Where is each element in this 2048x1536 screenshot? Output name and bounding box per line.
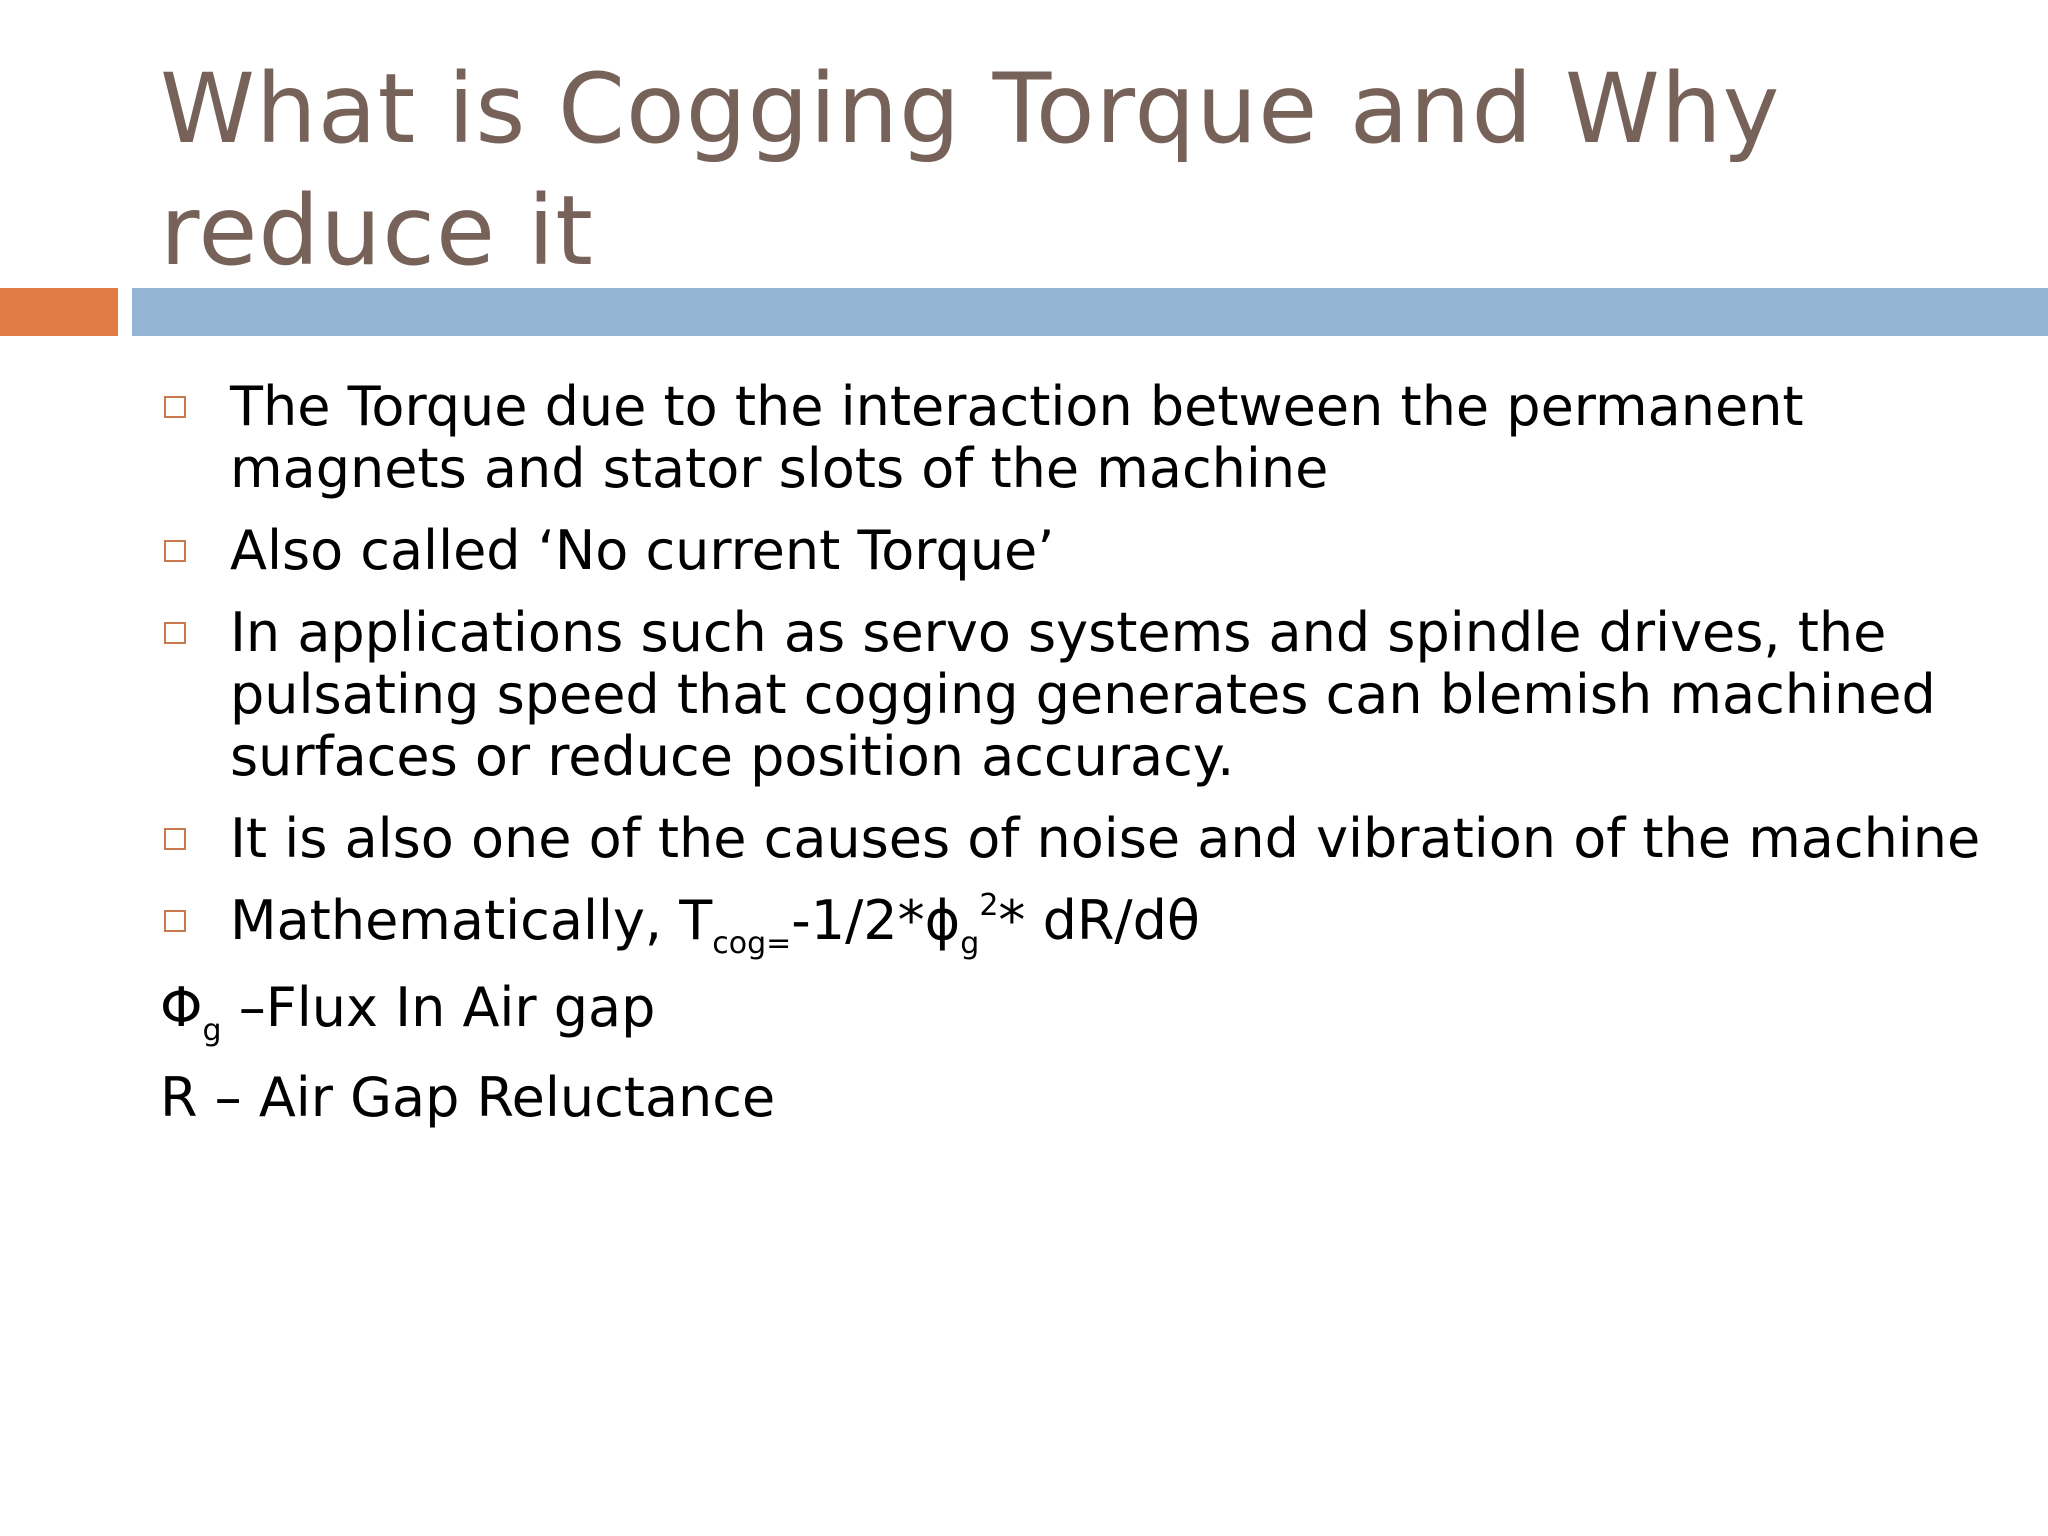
formula-subscript-cog: cog= <box>712 926 792 961</box>
formula-middle: -1/2*ϕ <box>791 889 961 952</box>
bullet-item-formula <box>160 888 2000 961</box>
flux-symbol: Φ <box>160 976 203 1039</box>
bullet-list <box>160 375 2000 961</box>
formula-superscript-2: 2 <box>979 888 999 923</box>
bullet-item-noise-vibration <box>160 808 2000 870</box>
flux-text: –Flux In Air gap <box>221 976 656 1039</box>
hollow-square-bullet-icon <box>164 828 186 850</box>
bullet-item-applications <box>160 602 2000 788</box>
slide-title-line-2: reduce it <box>160 175 594 287</box>
reluctance-definition <box>160 1064 2000 1132</box>
slide-content <box>160 376 2000 1132</box>
bullet-text: In applications such as servo systems and spindle drives, the pulsating speed that cogging generates can blemish machined surfaces or reduce position accuracy. <box>230 601 1936 788</box>
orange-accent-bar <box>0 288 118 336</box>
bullet-item-also-called <box>160 520 2000 582</box>
reluctance-text: R – Air Gap Reluctance <box>160 1066 776 1129</box>
bullet-item-torque-definition <box>160 376 2000 500</box>
flux-definition <box>160 974 2000 1048</box>
blue-accent-bar <box>132 288 2048 336</box>
formula-suffix: * dR/dθ <box>998 889 1200 952</box>
bullet-text: It is also one of the causes of noise and vibration of the machine <box>230 807 1981 870</box>
formula-prefix: Mathematically, T <box>230 889 713 952</box>
formula-subscript-g: g <box>960 926 980 961</box>
hollow-square-bullet-icon <box>164 540 186 562</box>
hollow-square-bullet-icon <box>164 910 186 932</box>
flux-subscript: g <box>202 1013 222 1048</box>
hollow-square-bullet-icon <box>164 622 186 644</box>
bullet-text: The Torque due to the interaction between the permanent magnets and stator slots of the machine <box>230 375 1804 500</box>
bullet-text: Also called ‘No current Torque’ <box>230 519 1055 582</box>
hollow-square-bullet-icon <box>164 396 186 418</box>
slide-title <box>160 48 1960 292</box>
slide-title-line-1: What is Cogging Torque and Why <box>160 53 1781 165</box>
